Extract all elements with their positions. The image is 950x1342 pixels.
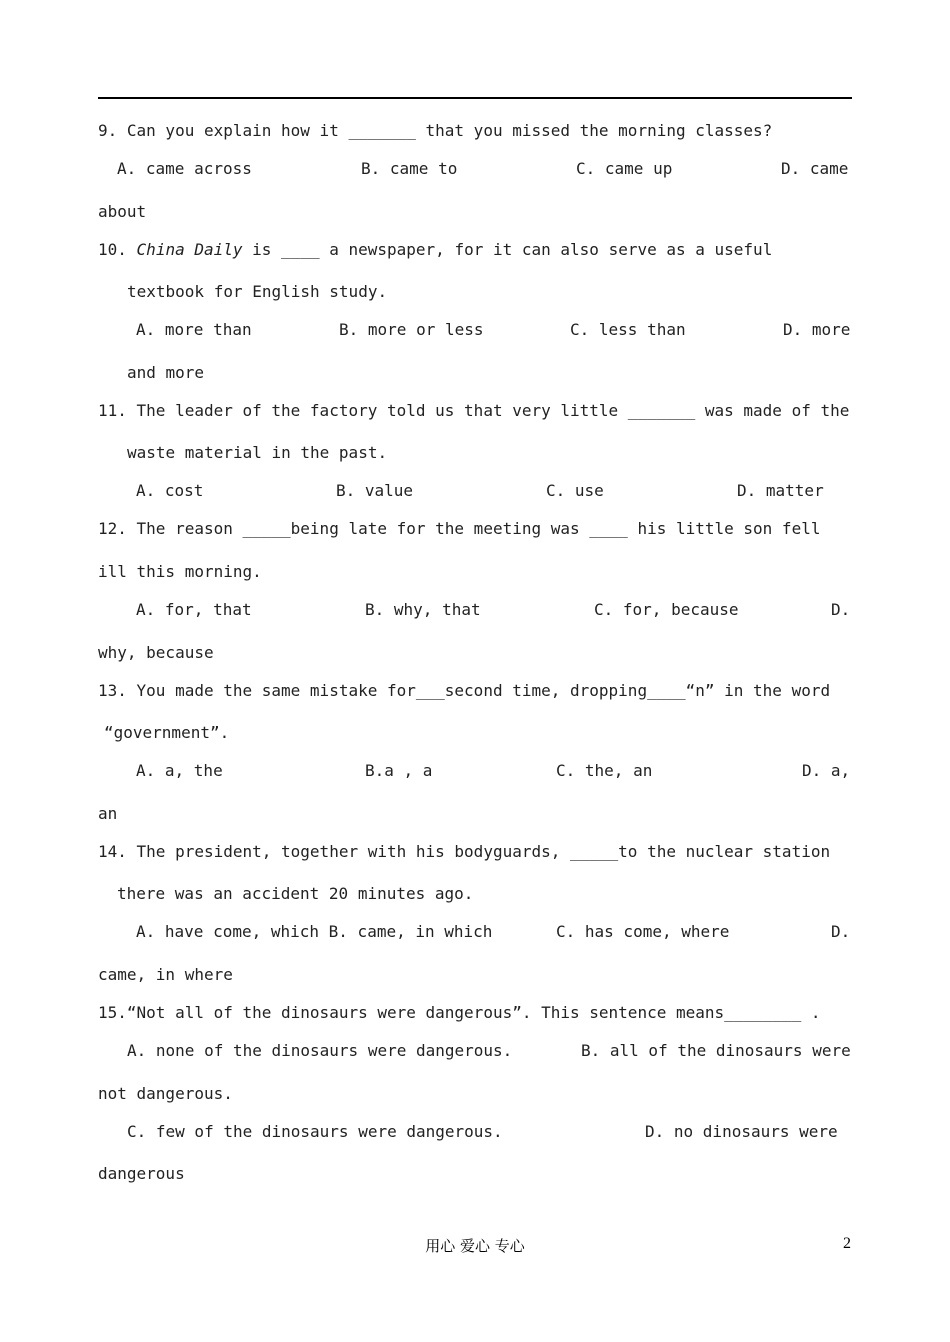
question-10-option-c: C. less than [570,320,686,339]
question-11-option-a: A. cost [136,481,204,500]
question-15-option-a: A. none of the dinosaurs were dangerous. [127,1041,513,1060]
question-10-option-a: A. more than [136,320,252,339]
question-10-option-b: B. more or less [339,320,484,339]
question-12-stem: 12. The reason _____being late for the meeting was ____ his little son fell [98,519,821,538]
question-15-option-b: B. all of the dinosaurs were [581,1041,851,1060]
question-10-number: 10. [98,240,127,259]
question-10-newspaper-title: China Daily [136,240,243,259]
question-11-option-d: D. matter [737,481,824,500]
question-10-option-d-cont: and more [127,363,205,382]
question-9-option-c: C. came up [576,159,673,178]
question-15-option-d: D. no dinosaurs were [645,1122,838,1141]
question-10-option-d: D. more [783,320,851,339]
question-12-option-d-cont: why, because [98,643,214,662]
page-number: 2 [843,1235,851,1252]
question-12-option-b: B. why, that [365,600,481,619]
question-15-option-d-cont: dangerous [98,1164,185,1183]
question-10-stem-cont: textbook for English study. [127,282,388,301]
question-11-option-c: C. use [546,481,604,500]
question-13-stem-cont: “government”. [104,723,230,742]
question-9-stem: 9. Can you explain how it _______ that you missed the morning classes? [98,121,773,140]
footer-motto: 用心 爱心 专心 [425,1237,525,1255]
question-14-option-c: C. has come, where [556,922,730,941]
question-15-stem: 15.“Not all of the dinosaurs were dangerous”. This sentence means________ . [98,1003,821,1022]
question-12-option-d: D. [831,600,851,619]
question-10-stem-rest: is ____ a newspaper, for it can also serve as a useful [242,240,773,259]
question-11-option-b: B. value [336,481,414,500]
question-9-option-a: A. came across [117,159,252,178]
question-12-option-c: C. for, because [594,600,739,619]
question-13-option-d-cont: an [98,804,118,823]
question-13-option-d: D. a, [802,761,851,780]
question-14-stem-cont: there was an accident 20 minutes ago. [117,884,474,903]
header-rule [98,97,852,99]
question-13-option-a: A. a, the [136,761,223,780]
question-14-option-ab: A. have come, which B. came, in which [136,922,493,941]
question-12-stem-cont: ill this morning. [98,562,262,581]
question-9-option-b: B. came to [361,159,458,178]
question-15-option-c: C. few of the dinosaurs were dangerous. [127,1122,503,1141]
question-13-option-c: C. the, an [556,761,653,780]
question-15-option-b-cont: not dangerous. [98,1084,233,1103]
question-14-stem: 14. The president, together with his bodyguards, _____to the nuclear station [98,842,831,861]
question-11-stem-cont: waste material in the past. [127,443,388,462]
question-10-stem [98,240,772,260]
question-9-option-d-cont: about [98,202,147,221]
question-12-option-a: A. for, that [136,600,252,619]
question-9-option-d: D. came [781,159,849,178]
question-11-stem: 11. The leader of the factory told us that very little _______ was made of the [98,401,850,420]
question-14-option-d-cont: came, in where [98,965,233,984]
question-14-option-d: D. [831,922,851,941]
question-13-stem: 13. You made the same mistake for___second time, dropping____“n” in the word [98,681,831,700]
question-13-option-b: B.a , a [365,761,433,780]
